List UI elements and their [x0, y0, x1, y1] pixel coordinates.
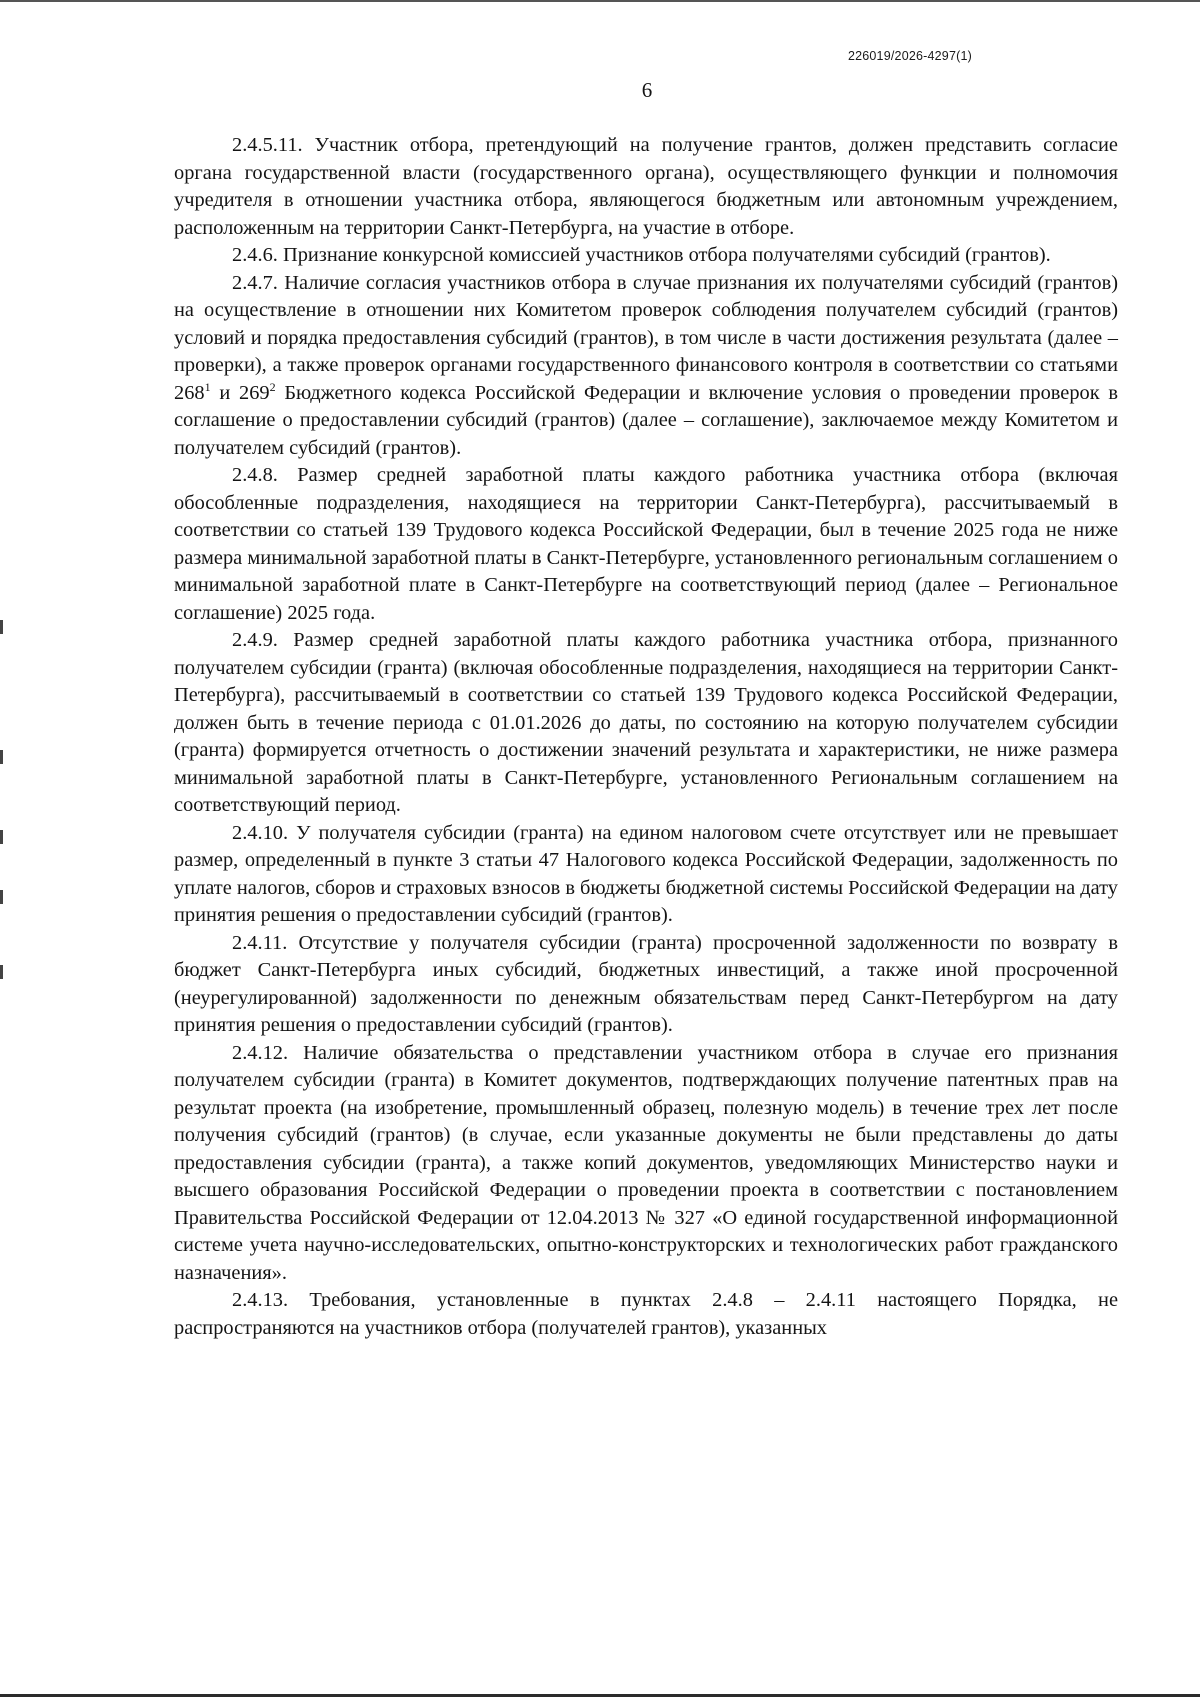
paragraph-2-4-7-part-a: 2.4.7. Наличие согласия участников отбора в случае признания их получателями субсидий (грантов) на осуществление в отношении них Комитетом проверок соблюдения получателем субсидий (грантов) условий и порядка предоставления субсидий (грантов), в том числе в части достижения результата (далее – проверки), а также проверок органами государственного финансового контроля в соответствии со статьями 268	[174, 271, 1118, 404]
paragraph-2-4-13: 2.4.13. Требования, установленные в пунктах 2.4.8 – 2.4.11 настоящего Порядка, не распространяются на участников отбора (получателей грантов), указанных	[174, 1289, 1118, 1339]
scan-top-edge	[0, 0, 1200, 2]
paragraph-2-4-8: 2.4.8. Размер средней заработной платы каждого работника участника отбора (включая обособленные подразделения, находящиеся на территории Санкт-Петербурга), рассчитываемый в соответствии со статьей 139 Трудового кодекса Российской Федерации, был в течение 2025 года не ниже размера минимальной заработной платы в Санкт-Петербурге, установленного региональным соглашением о минимальной заработной плате в Санкт-Петербурге на соответствующий период (далее – Региональное соглашение) 2025 года.	[174, 464, 1118, 624]
paragraph-2-4-7	[174, 270, 1118, 463]
paragraph-2-4-11: 2.4.11. Отсутствие у получателя субсидии (гранта) просроченной задолженности по возврату в бюджет Санкт-Петербурга иных субсидий, бюджетных инвестиций, а также иной просроченной (неурегулированной) задолженности по денежным обязательствам перед Санкт-Петербургом на дату принятия решения о предоставлении субсидий (грантов).	[174, 931, 1118, 1036]
document-body	[174, 132, 1118, 1342]
paragraph-2-4-7-part-c: Бюджетного кодекса Российской Федерации и включение условия о проведении проверок в соглашение о предоставлении субсидий (грантов) (далее – соглашение), заключаемое между Комитетом и получателем субсидий (грантов).	[174, 381, 1118, 459]
paragraph-2-4-10: 2.4.10. У получателя субсидии (гранта) на едином налоговом счете отсутствует или не превышает размер, определенный в пункте 3 статьи 47 Налогового кодекса Российской Федерации, задолженность по уплате налогов, сборов и страховых взносов в бюджеты бюджетной системы Российской Федерации на дату принятия решения о предоставлении субсидий (грантов).	[174, 821, 1118, 926]
paragraph-2-4-6: 2.4.6. Признание конкурсной комиссией участников отбора получателями субсидий (грантов).	[232, 244, 1051, 266]
paragraph-2-4-5-11: 2.4.5.11. Участник отбора, претендующий на получение грантов, должен представить согласие органа государственной власти (государственного органа), осуществляющего функции и полномочия учредителя в отношении участника отбора, являющегося бюджетным или автономным учреждением, расположенным на территории Санкт-Петербурга, на участие в отборе.	[174, 134, 1118, 239]
document-registration-number: 226019/2026-4297(1)	[847, 49, 972, 63]
superscript-269: 2	[269, 379, 276, 394]
paragraph-2-4-7-part-b: и 269	[210, 381, 270, 404]
paragraph-2-4-12: 2.4.12. Наличие обязательства о представлении участником отбора в случае его признания получателем субсидии (гранта) в Комитет документов, подтверждающих получение патентных прав на результат проекта (на изобретение, промышленный образец, полезную модель) в течение трех лет после получения субсидий (грантов) (в случае, если указанные документы не были представлены до даты предоставления субсидии (гранта), а также копий документов, уведомляющих Министерство науки и высшего образования Российской Федерации о проведении проекта в соответствии с постановлением Правительства Российской Федерации от 12.04.2013 № 327 «О единой государственной информационной системе учета научно-исследовательских, опытно-конструкторских и технологических работ гражданского назначения».	[174, 1041, 1118, 1284]
superscript-268: 1	[204, 379, 211, 394]
scan-margin-marks	[0, 620, 4, 1020]
page-number: 6	[641, 78, 653, 102]
paragraph-2-4-9: 2.4.9. Размер средней заработной платы каждого работника участника отбора, признанного получателем субсидии (гранта) (включая обособленные подразделения, находящиеся на территории Санкт-Петербурга), рассчитываемый в соответствии со статьей 139 Трудового кодекса Российской Федерации, должен быть в течение периода с 01.01.2026 до даты, по состоянию на которую получателем субсидии (гранта) формируется отчетность о достижении значений результата и характеристики, не ниже размера минимальной заработной платы в Санкт-Петербурге, установленного Региональным соглашением на соответствующий период.	[174, 629, 1118, 816]
